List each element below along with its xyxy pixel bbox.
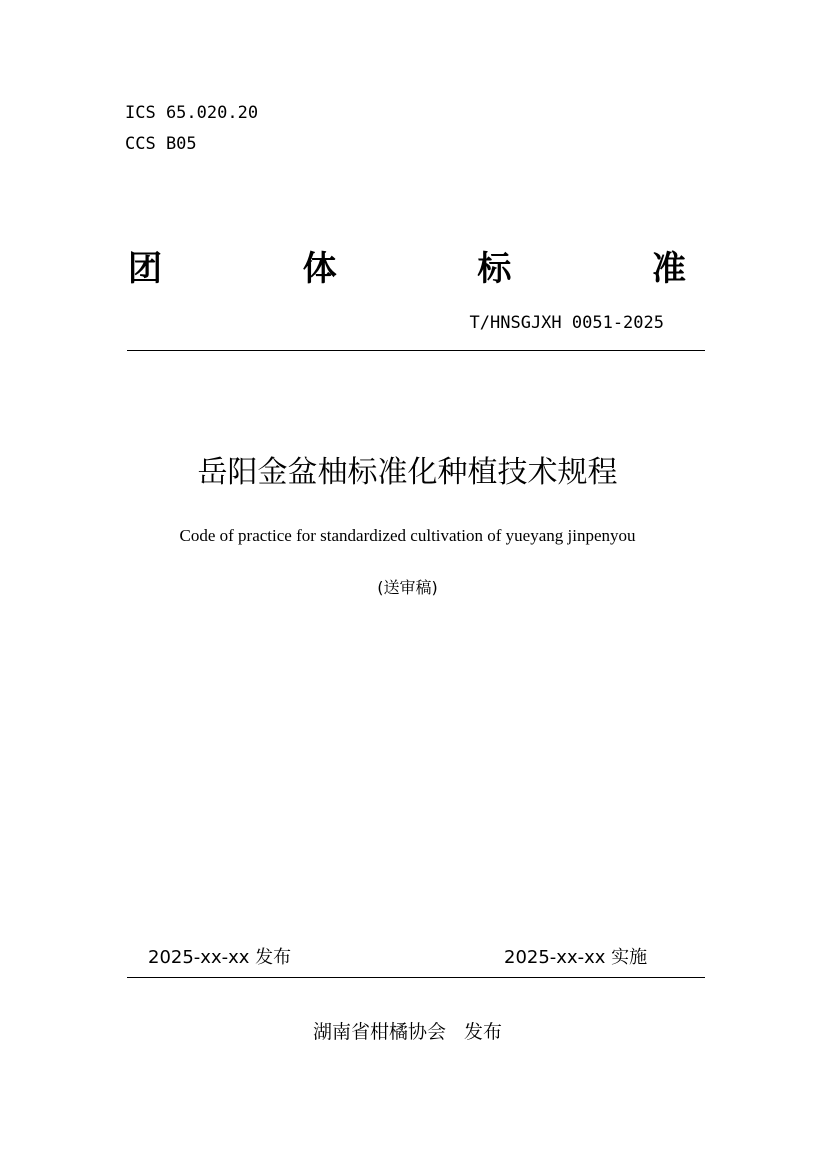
- standard-type-heading: [128, 245, 686, 293]
- implementation-date: 2025-xx-xx 实施: [504, 947, 648, 968]
- top-divider: [127, 350, 705, 351]
- document-title-english: Code of practice for standardized cultivation of yueyang jinpenyou: [179, 526, 636, 545]
- ccs-code: CCS B05: [125, 134, 197, 154]
- issue-date: 2025-xx-xx 发布: [148, 947, 292, 968]
- ics-code: ICS 65.020.20: [125, 103, 259, 123]
- heading-char-2: 体: [302, 249, 337, 289]
- document-title-chinese: 岳阳金盆柚标准化种植技术规程: [197, 455, 618, 490]
- heading-char-1: 团: [128, 249, 162, 289]
- issuing-organization: 湖南省柑橘协会 发布: [312, 1021, 503, 1043]
- bottom-divider: [127, 977, 705, 978]
- standard-code: T/HNSGJXH 0051-2025: [469, 313, 664, 333]
- draft-status: (送审稿): [377, 578, 438, 597]
- heading-char-4: 准: [651, 249, 686, 289]
- heading-char-3: 标: [477, 249, 512, 289]
